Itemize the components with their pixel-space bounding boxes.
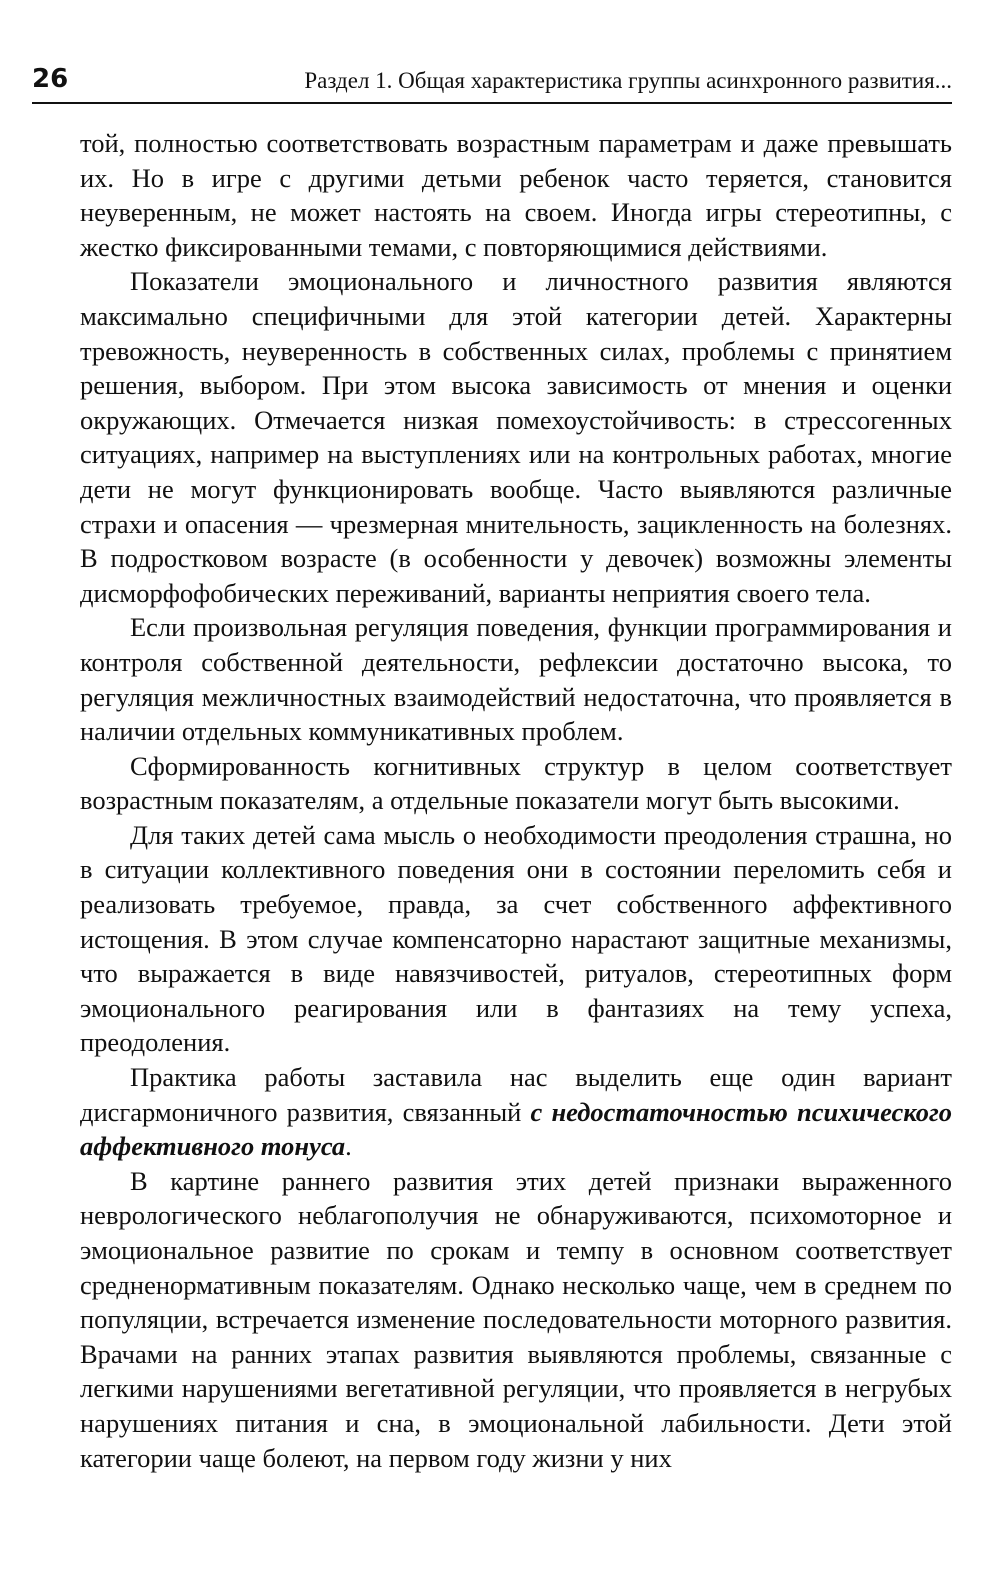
body-text (80, 126, 952, 1475)
page-header (32, 62, 952, 104)
paragraph (80, 749, 952, 818)
paragraph-tail: . (345, 1131, 352, 1162)
emphasized-term: с недостаточностью психического аффективного тонуса (80, 1096, 952, 1162)
paragraph-text: Практика работы заставила нас выделить еще один вариант дисгармоничного развития, связанный (80, 1062, 952, 1127)
page-number: 26 (32, 64, 69, 94)
paragraph (80, 818, 952, 1060)
paragraph-text: Для таких детей сама мысль о необходимости преодоления страшна, но в ситуации коллективного поведения они в состоянии переломить себя и реализовать требуемое, правда, за счет собственного аффективного истощения. В этом случае компенсаторно нарастают защитные механизмы, что выражается в виде навязчивостей, ритуалов, стереотипных форм эмоционального реагирования или в фантазиях на тему успеха, преодоления. (80, 819, 952, 1058)
paragraph (80, 264, 952, 610)
paragraph (80, 610, 952, 748)
paragraph (80, 126, 952, 264)
paragraph-text: Показатели эмоционального и личностного развития являются максимально специфичными для этой категории детей. Характерны тревожность, неуверенность в собственных силах, проблемы с принятием решения, выбором. При этом высока зависимость от мнения и оценки окружающих. Отмечается низкая помехоустойчивость: в стрессогенных ситуациях, например на выступлениях или на контрольных работах, многие дети не могут функционировать вообще. Часто выявляются различные страхи и опасения — чрезмерная мнительность, зацикленность на болезнях. В подростковом возрасте (в особенности у девочек) возможны элементы дисморфофобических переживаний, варианты неприятия своего тела. (80, 266, 952, 608)
paragraph (80, 1164, 952, 1475)
paragraph-text: Если произвольная регуляция поведения, функции программирования и контроля собственной деятельности, рефлексии достаточно высока, то регуляция межличностных взаимодействий недостаточна, что проявляется в наличии отдельных коммуникативных проблем. (80, 612, 952, 747)
running-title: Раздел 1. Общая характеристика группы асинхронного развития... (304, 68, 952, 93)
paragraph-text: Сформированность когнитивных структур в целом соответствует возрастным показателям, а отдельные показатели могут быть высокими. (80, 750, 952, 816)
paragraph-text: В картине раннего развития этих детей признаки выраженного неврологического неблагополучия не обнаруживаются, психомоторное и эмоциональное развитие по срокам и темпу в основном соответствует средненормативным показателям. Однако несколько чаще, чем в среднем по популяции, встречается изменение последовательности моторного развития. Врачами на ранних этапах развития выявляются проблемы, связанные с легкими нарушениями вегетативной регуляции, что проявляется в негрубых нарушениях питания и сна, в эмоциональной лабильности. Дети этой категории чаще болеют, на первом году жизни у них (80, 1165, 952, 1473)
paragraph (80, 1060, 952, 1164)
paragraph-text: той, полностью соответствовать возрастным параметрам и даже превышать их. Но в игре с другими детьми ребенок часто теряется, становится неуверенным, не может настоять на своем. Иногда игры стереотипны, с жестко фиксированными темами, с повторяющимися действиями. (80, 128, 952, 262)
